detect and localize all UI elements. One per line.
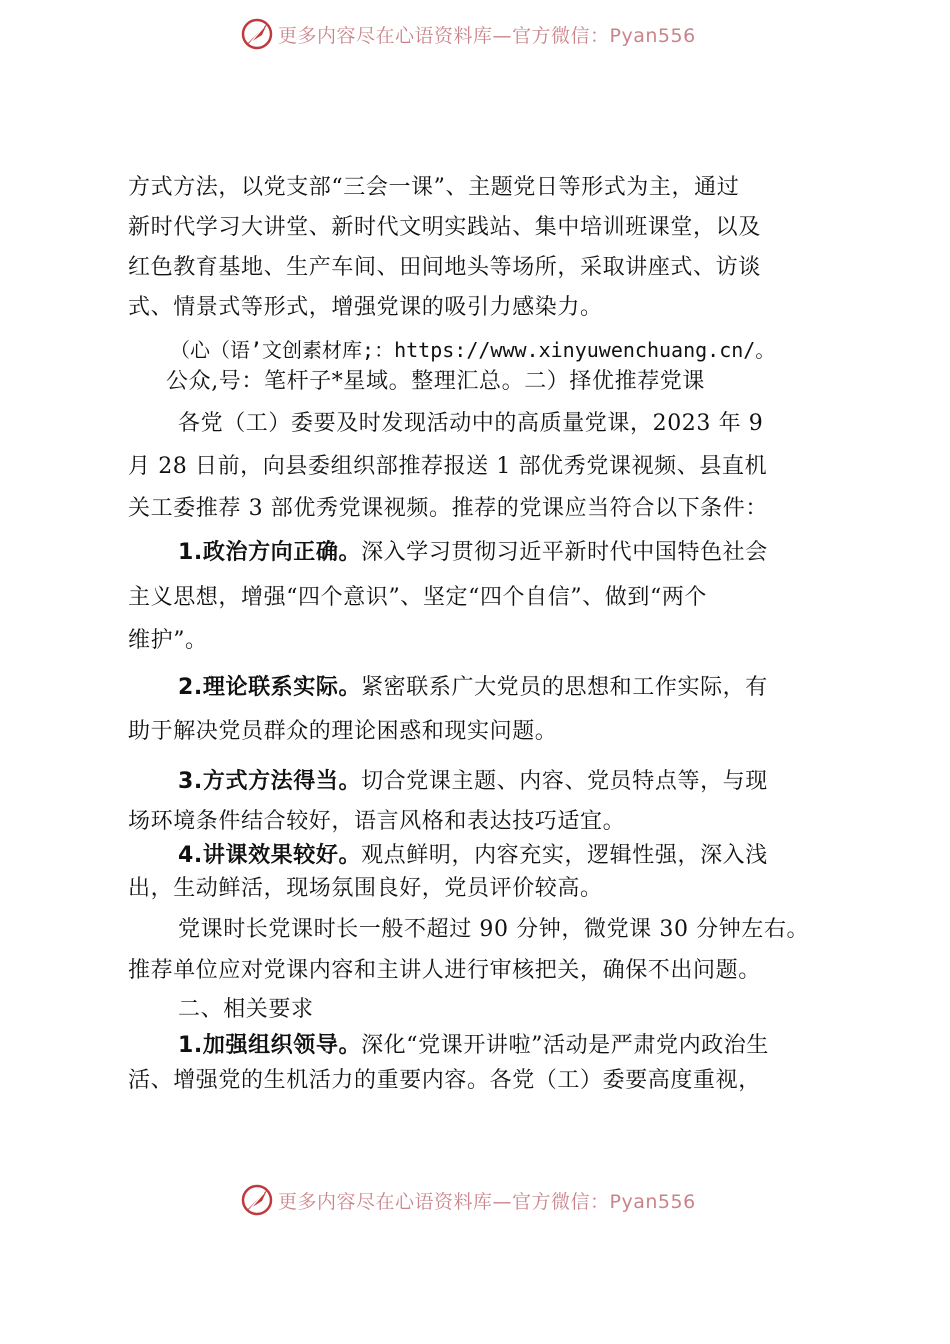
paragraph-line: 红色教育基地、生产车间、田间地头等场所，采取讲座式、访谈 (128, 255, 761, 280)
paragraph-line: 主义思想，增强“四个意识”、坚定“四个自信”、做到“两个 (128, 585, 708, 610)
criterion-2-text: 紧密联系广大党员的思想和工作实际，有 (361, 675, 768, 700)
paragraph-line: 出，生动鲜活，现场氛围良好，党员评价较高。 (128, 876, 603, 901)
requirement-1-text: 深化“党课开讲啦”活动是严肃党内政治生 (361, 1033, 769, 1058)
section-heading: 二、相关要求 (178, 997, 314, 1022)
paragraph-line: 方式方法，以党支部“三会一课”、主题党日等形式为主，通过 (128, 175, 740, 200)
banner-text: 更多内容尽在心语资料库—官方微信：Pyan556 (278, 1190, 696, 1213)
criterion-4-title: 4.讲课效果较好。 (178, 843, 362, 868)
paragraph-line: 活、增强党的生机活力的重要内容。各党（工）委要高度重视， (128, 1068, 761, 1093)
paragraph-line: 各党（工）委要及时发现活动中的高质量党课，2023 年 9 (178, 411, 764, 436)
quill-logo-icon (240, 17, 274, 51)
watermark-text-line: （心（语’文创素材库;：https://www.xinyuwenchuang.cn/。 (170, 338, 776, 362)
paragraph-line: 助于解决党员群众的理论困惑和现实问题。 (128, 719, 558, 744)
criterion-1-line (178, 538, 768, 568)
header-banner (240, 14, 760, 54)
criterion-1-title: 1.政治方向正确。 (178, 540, 362, 565)
requirement-1-line (178, 1031, 769, 1061)
criterion-2-title: 2.理论联系实际。 (178, 675, 362, 700)
paragraph-line: 式、情景式等形式，增强党课的吸引力感染力。 (128, 295, 603, 320)
criterion-4-line (178, 841, 768, 871)
paragraph-line: 场环境条件结合较好，语言风格和表达技巧适宜。 (128, 809, 626, 834)
quill-logo-icon (240, 1183, 274, 1217)
criterion-1-text: 深入学习贯彻习近平新时代中国特色社会 (361, 540, 768, 565)
footer-banner (240, 1180, 760, 1220)
criterion-3-text: 切合党课主题、内容、党员特点等，与现 (361, 769, 768, 794)
paragraph-line: 维护”。 (128, 628, 208, 653)
requirement-1-title: 1.加强组织领导。 (178, 1033, 362, 1058)
paragraph-line: 月 28 日前，向县委组织部推荐报送 1 部优秀党课视频、县直机 (128, 454, 768, 479)
banner-text: 更多内容尽在心语资料库—官方微信：Pyan556 (278, 24, 696, 47)
criterion-2-line (178, 673, 768, 703)
criterion-3-line (178, 767, 768, 797)
criterion-4-text: 观点鲜明，内容充实，逻辑性强，深入浅 (361, 843, 768, 868)
paragraph-line: 推荐单位应对党课内容和主讲人进行审核把关，确保不出问题。 (128, 958, 761, 983)
criterion-3-title: 3.方式方法得当。 (178, 769, 362, 794)
paragraph-line: 新时代学习大讲堂、新时代文明实践站、集中培训班课堂，以及 (128, 215, 761, 240)
section-heading-line: 公众,号：笔杆子*星域。整理汇总。二）择优推荐党课 (166, 369, 705, 394)
paragraph-line: 关工委推荐 3 部优秀党课视频。推荐的党课应当符合以下条件： (128, 496, 768, 521)
paragraph-line: 党课时长党课时长一般不超过 90 分钟，微党课 30 分钟左右。 (178, 917, 810, 942)
